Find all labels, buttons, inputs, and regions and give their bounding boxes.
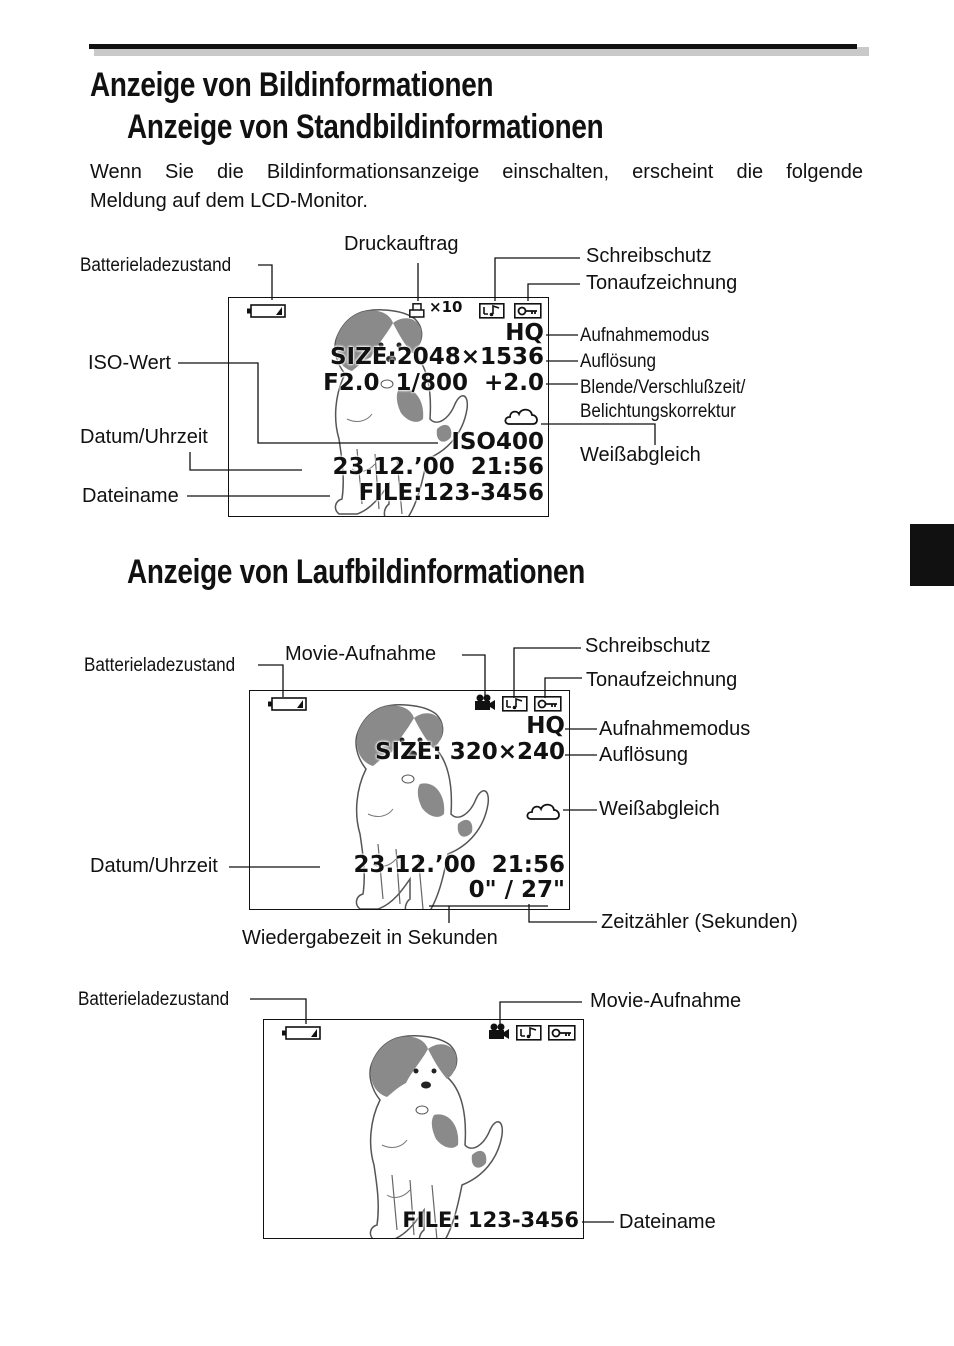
still-label-mode: Aufnahmemodus — [580, 325, 710, 346]
movie-label-playtime: Wiedergabezeit in Sekunden — [242, 927, 498, 949]
exposure-value: F2.0 1/800 +2.0 — [323, 370, 544, 396]
protect-icon — [516, 1025, 542, 1041]
intro-line-1: Wenn Sie die Bildinformationsanzeige einschalten, erscheint die folgende — [90, 161, 863, 183]
movie-camera-icon — [473, 694, 497, 712]
protect-icon — [479, 303, 505, 319]
cloud-icon — [504, 406, 540, 427]
movie-label-battery: Batterieladezustand — [84, 655, 236, 676]
still-label-exposure-2: Belichtungskorrektur — [580, 401, 736, 422]
movie-camera-icon — [487, 1023, 511, 1041]
still-label-exposure-1: Blende/Verschlußzeit/ — [580, 377, 746, 398]
movie-label-whitebalance: Weißabgleich — [599, 798, 720, 820]
movie-label-datetime: Datum/Uhrzeit — [90, 855, 218, 877]
intro-text — [90, 158, 863, 216]
movie-simple-filename-value: FILE: 123-3456 — [402, 1208, 579, 1232]
protect-icon — [502, 696, 528, 712]
still-label-filename: Dateiname — [82, 485, 179, 507]
key-icon — [548, 1025, 576, 1041]
filename-value: FILE:123-3456 — [358, 480, 544, 506]
cloud-icon — [526, 801, 562, 822]
datetime-value: 23.12.’00 21:56 — [332, 454, 544, 480]
simple-label-filename: Dateiname — [619, 1211, 716, 1233]
movie-heading: Anzeige von Laufbildinformationen — [127, 553, 586, 591]
battery-icon — [247, 304, 289, 319]
still-label-sound: Tonaufzeichnung — [586, 272, 738, 294]
print-order-icon — [409, 303, 425, 318]
still-lcd-screen — [228, 297, 549, 517]
chapter-tab — [910, 524, 954, 586]
movie-label-resolution: Auflösung — [599, 744, 688, 766]
title-rule — [89, 44, 857, 49]
movie-time-value: 0" / 27" — [468, 877, 565, 903]
key-icon — [534, 696, 562, 712]
resolution-value: SIZE:2048×1536 — [329, 344, 544, 370]
movie-label-sound: Tonaufzeichnung — [586, 669, 738, 691]
still-label-datetime: Datum/Uhrzeit — [80, 426, 208, 448]
main-heading: Anzeige von Bildinformationen — [90, 66, 494, 104]
movie-label-counter: Zeitzähler (Sekunden) — [601, 911, 798, 933]
movie-simple-lcd-screen — [263, 1019, 584, 1239]
movie-lcd-screen — [249, 690, 570, 910]
movie-label-mode: Aufnahmemodus — [599, 718, 751, 740]
still-heading: Anzeige von Standbildinformationen — [127, 108, 604, 146]
movie-resolution-value: SIZE: 320×240 — [374, 739, 565, 765]
simple-label-movie: Movie-Aufnahme — [590, 990, 742, 1012]
still-label-resolution: Auflösung — [580, 351, 657, 372]
still-label-battery: Batterieladezustand — [80, 255, 232, 276]
battery-icon — [268, 697, 310, 712]
print-count: ×10 — [429, 298, 463, 316]
iso-value: ISO400 — [451, 429, 544, 455]
still-label-iso: ISO-Wert — [88, 352, 171, 374]
record-mode-value: HQ — [505, 320, 544, 346]
movie-record-mode-value: HQ — [526, 713, 565, 739]
movie-datetime-value: 23.12.’00 21:56 — [353, 852, 565, 878]
key-icon — [514, 303, 542, 319]
still-label-protect: Schreibschutz — [586, 245, 712, 267]
simple-label-battery: Batterieladezustand — [78, 989, 230, 1010]
still-label-whitebalance: Weißabgleich — [580, 444, 701, 466]
still-label-print: Druckauftrag — [344, 233, 459, 255]
movie-label-protect: Schreibschutz — [585, 635, 711, 657]
battery-icon — [282, 1026, 324, 1041]
movie-label-movie: Movie-Aufnahme — [285, 643, 437, 665]
intro-line-2: Meldung auf dem LCD-Monitor. — [90, 190, 368, 212]
